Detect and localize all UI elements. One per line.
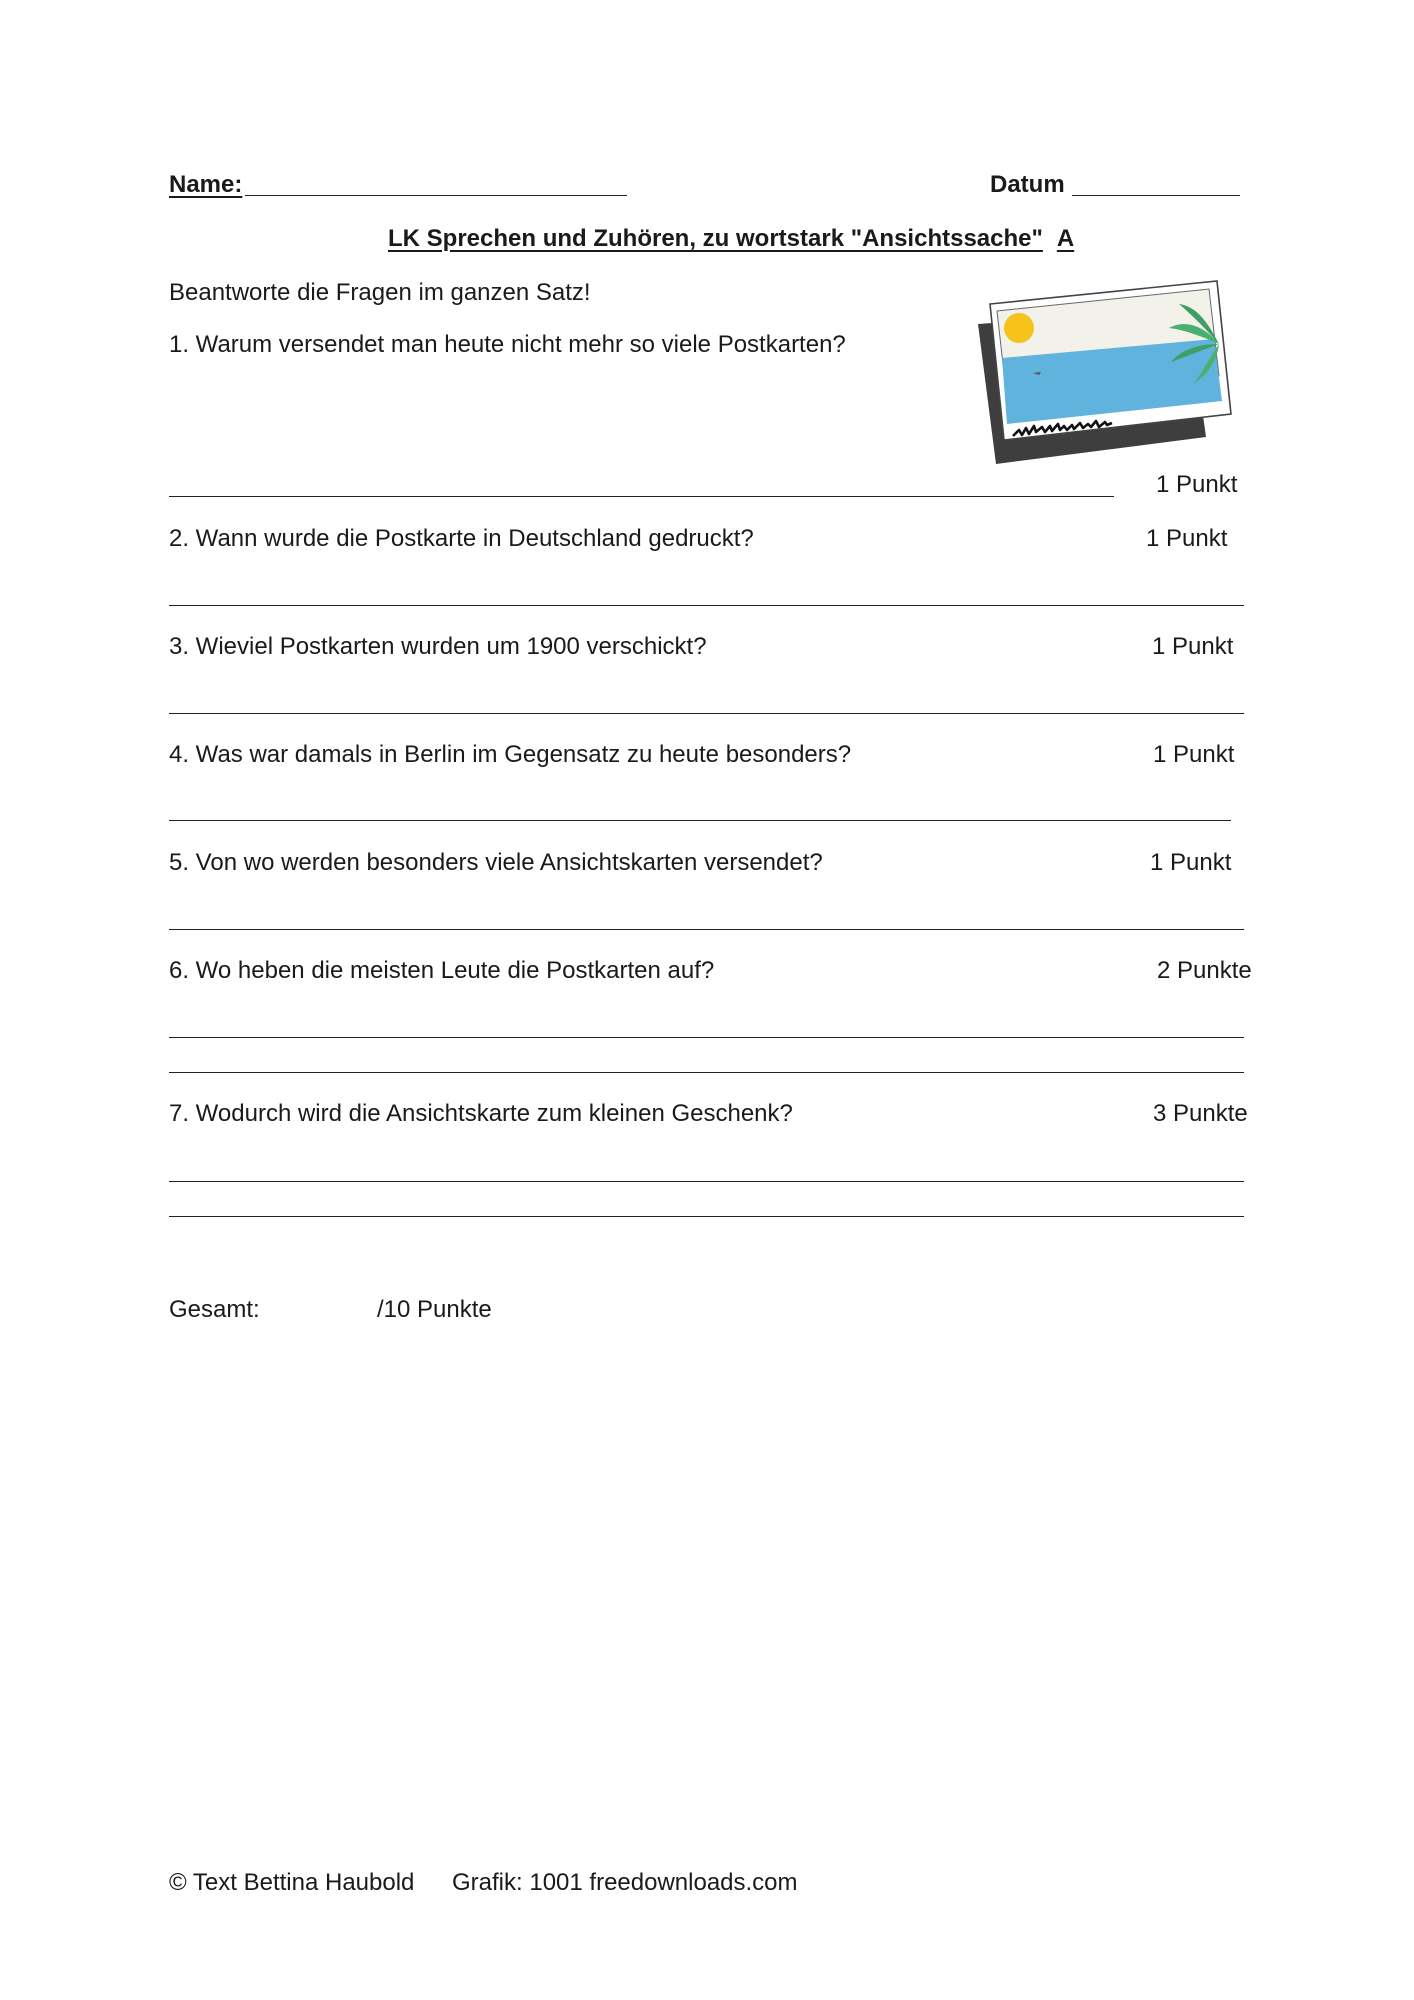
footer-text-credit: © Text Bettina Haubold bbox=[169, 1869, 415, 1896]
question-6-answer-line-1[interactable] bbox=[169, 1037, 1244, 1038]
question-4-text: 4. Was war damals in Berlin im Gegensatz zu heute besonders? bbox=[169, 741, 852, 768]
question-2-answer-line[interactable] bbox=[169, 605, 1244, 606]
worksheet-title-main: LK Sprechen und Zuhören, zu wortstark "Ansichtssache" bbox=[388, 225, 1043, 252]
total-points: /10 Punkte bbox=[377, 1296, 492, 1323]
question-2-text: 2. Wann wurde die Postkarte in Deutschland gedruckt? bbox=[169, 525, 754, 552]
question-1-points: 1 Punkt bbox=[1156, 471, 1238, 498]
total-label: Gesamt: bbox=[169, 1296, 260, 1323]
question-4-points: 1 Punkt bbox=[1153, 741, 1235, 768]
question-2-points: 1 Punkt bbox=[1146, 525, 1228, 552]
question-1-answer-line[interactable] bbox=[169, 496, 1114, 497]
question-3-points: 1 Punkt bbox=[1152, 633, 1234, 660]
question-6-points: 2 Punkte bbox=[1157, 957, 1252, 984]
worksheet-title bbox=[388, 224, 1074, 254]
question-5-points: 1 Punkt bbox=[1150, 849, 1232, 876]
question-6-answer-line-2[interactable] bbox=[169, 1072, 1244, 1073]
question-7-points: 3 Punkte bbox=[1153, 1100, 1248, 1127]
question-3-answer-line[interactable] bbox=[169, 713, 1244, 714]
postcard-illustration bbox=[973, 274, 1233, 474]
question-7-answer-line-2[interactable] bbox=[169, 1216, 1244, 1217]
question-4-answer-line[interactable] bbox=[169, 820, 1231, 821]
name-label: Name: bbox=[169, 171, 243, 198]
instruction-text: Beantworte die Fragen im ganzen Satz! bbox=[169, 279, 591, 306]
question-7-text: 7. Wodurch wird die Ansichtskarte zum kleinen Geschenk? bbox=[169, 1100, 793, 1127]
name-answer-line[interactable] bbox=[245, 195, 627, 196]
datum-answer-line[interactable] bbox=[1072, 195, 1240, 196]
footer-graphic-credit: Grafik: 1001 freedownloads.com bbox=[452, 1869, 798, 1896]
worksheet-variant: A bbox=[1056, 225, 1075, 252]
question-5-text: 5. Von wo werden besonders viele Ansichtskarten versendet? bbox=[169, 849, 823, 876]
datum-label: Datum bbox=[990, 171, 1065, 198]
question-1-text: 1. Warum versendet man heute nicht mehr so viele Postkarten? bbox=[169, 331, 846, 358]
question-6-text: 6. Wo heben die meisten Leute die Postkarten auf? bbox=[169, 957, 715, 984]
sun-icon bbox=[1004, 313, 1034, 343]
question-5-answer-line[interactable] bbox=[169, 929, 1244, 930]
question-3-text: 3. Wieviel Postkarten wurden um 1900 verschickt? bbox=[169, 633, 707, 660]
question-7-answer-line-1[interactable] bbox=[169, 1181, 1244, 1182]
